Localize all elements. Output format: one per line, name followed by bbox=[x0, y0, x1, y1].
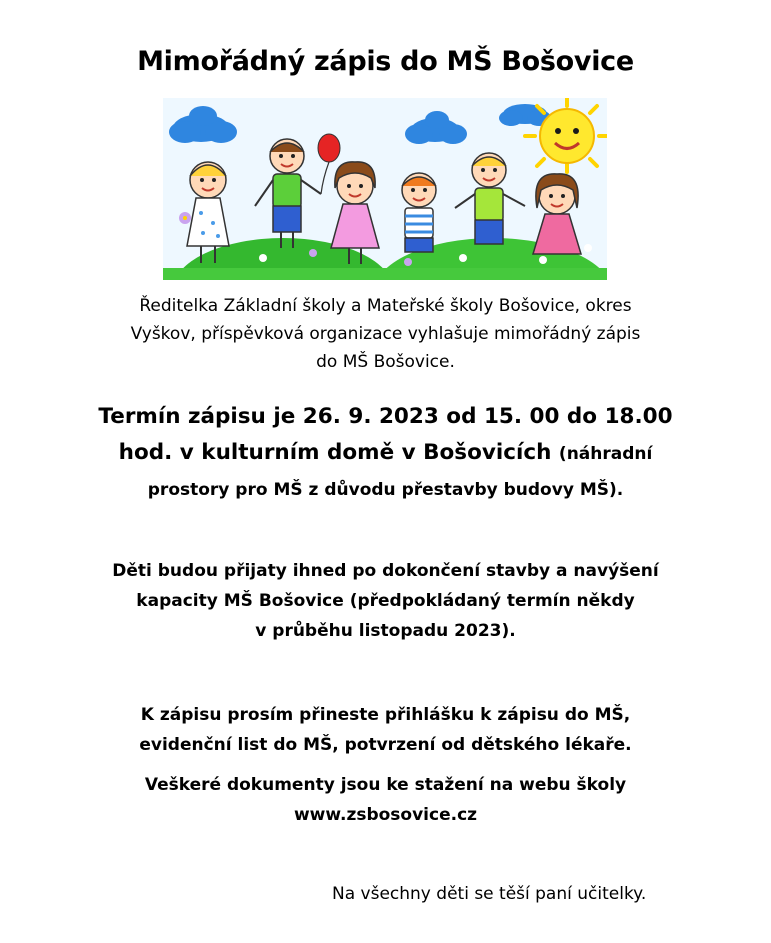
term-line-date: Termín zápisu je 26. 9. 2023 od 15. 00 do 18.00 bbox=[98, 404, 673, 429]
children-illustration bbox=[163, 98, 607, 280]
page-title: Mimořádný zápis do MŠ Bošovice bbox=[137, 46, 634, 77]
closing-line: Na všechny děti se těší paní učitelky. bbox=[332, 884, 647, 904]
admission-line: kapacity MŠ Bošovice (předpokládaný termín někdy bbox=[136, 591, 635, 611]
admission-line: v průběhu listopadu 2023). bbox=[255, 621, 516, 641]
documents-line: evidenční list do MŠ, potvrzení od dětského lékaře. bbox=[139, 735, 632, 755]
enrollment-term bbox=[90, 399, 681, 508]
intro-line: Vyškov, příspěvková organizace vyhlašuje mimořádný zápis bbox=[130, 324, 641, 344]
intro-line: do MŠ Bošovice. bbox=[316, 352, 455, 372]
term-note: (náhradní bbox=[558, 444, 653, 464]
download-line: Veškeré dokumenty jsou ke stažení na webu školy bbox=[144, 775, 627, 795]
intro-line: Ředitelka Základní školy a Mateřské školy Bošovice, okres bbox=[139, 296, 632, 316]
download-paragraph bbox=[60, 770, 711, 830]
documents-paragraph bbox=[60, 700, 711, 760]
intro-paragraph bbox=[100, 292, 671, 376]
website-link[interactable]: www.zsbosovice.cz bbox=[293, 805, 478, 825]
term-line-reason: prostory pro MŠ z důvodu přestavby budovy MŠ). bbox=[147, 480, 624, 500]
documents-line: K zápisu prosím přineste přihlášku k zápisu do MŠ, bbox=[140, 705, 631, 725]
term-place: hod. v kulturním domě v Bošovicích bbox=[118, 440, 552, 465]
term-line-place bbox=[90, 435, 681, 472]
admission-line: Děti budou přijaty ihned po dokončení stavby a navýšení bbox=[112, 561, 659, 581]
admission-paragraph bbox=[60, 556, 711, 646]
child-boy-striped bbox=[402, 173, 436, 252]
